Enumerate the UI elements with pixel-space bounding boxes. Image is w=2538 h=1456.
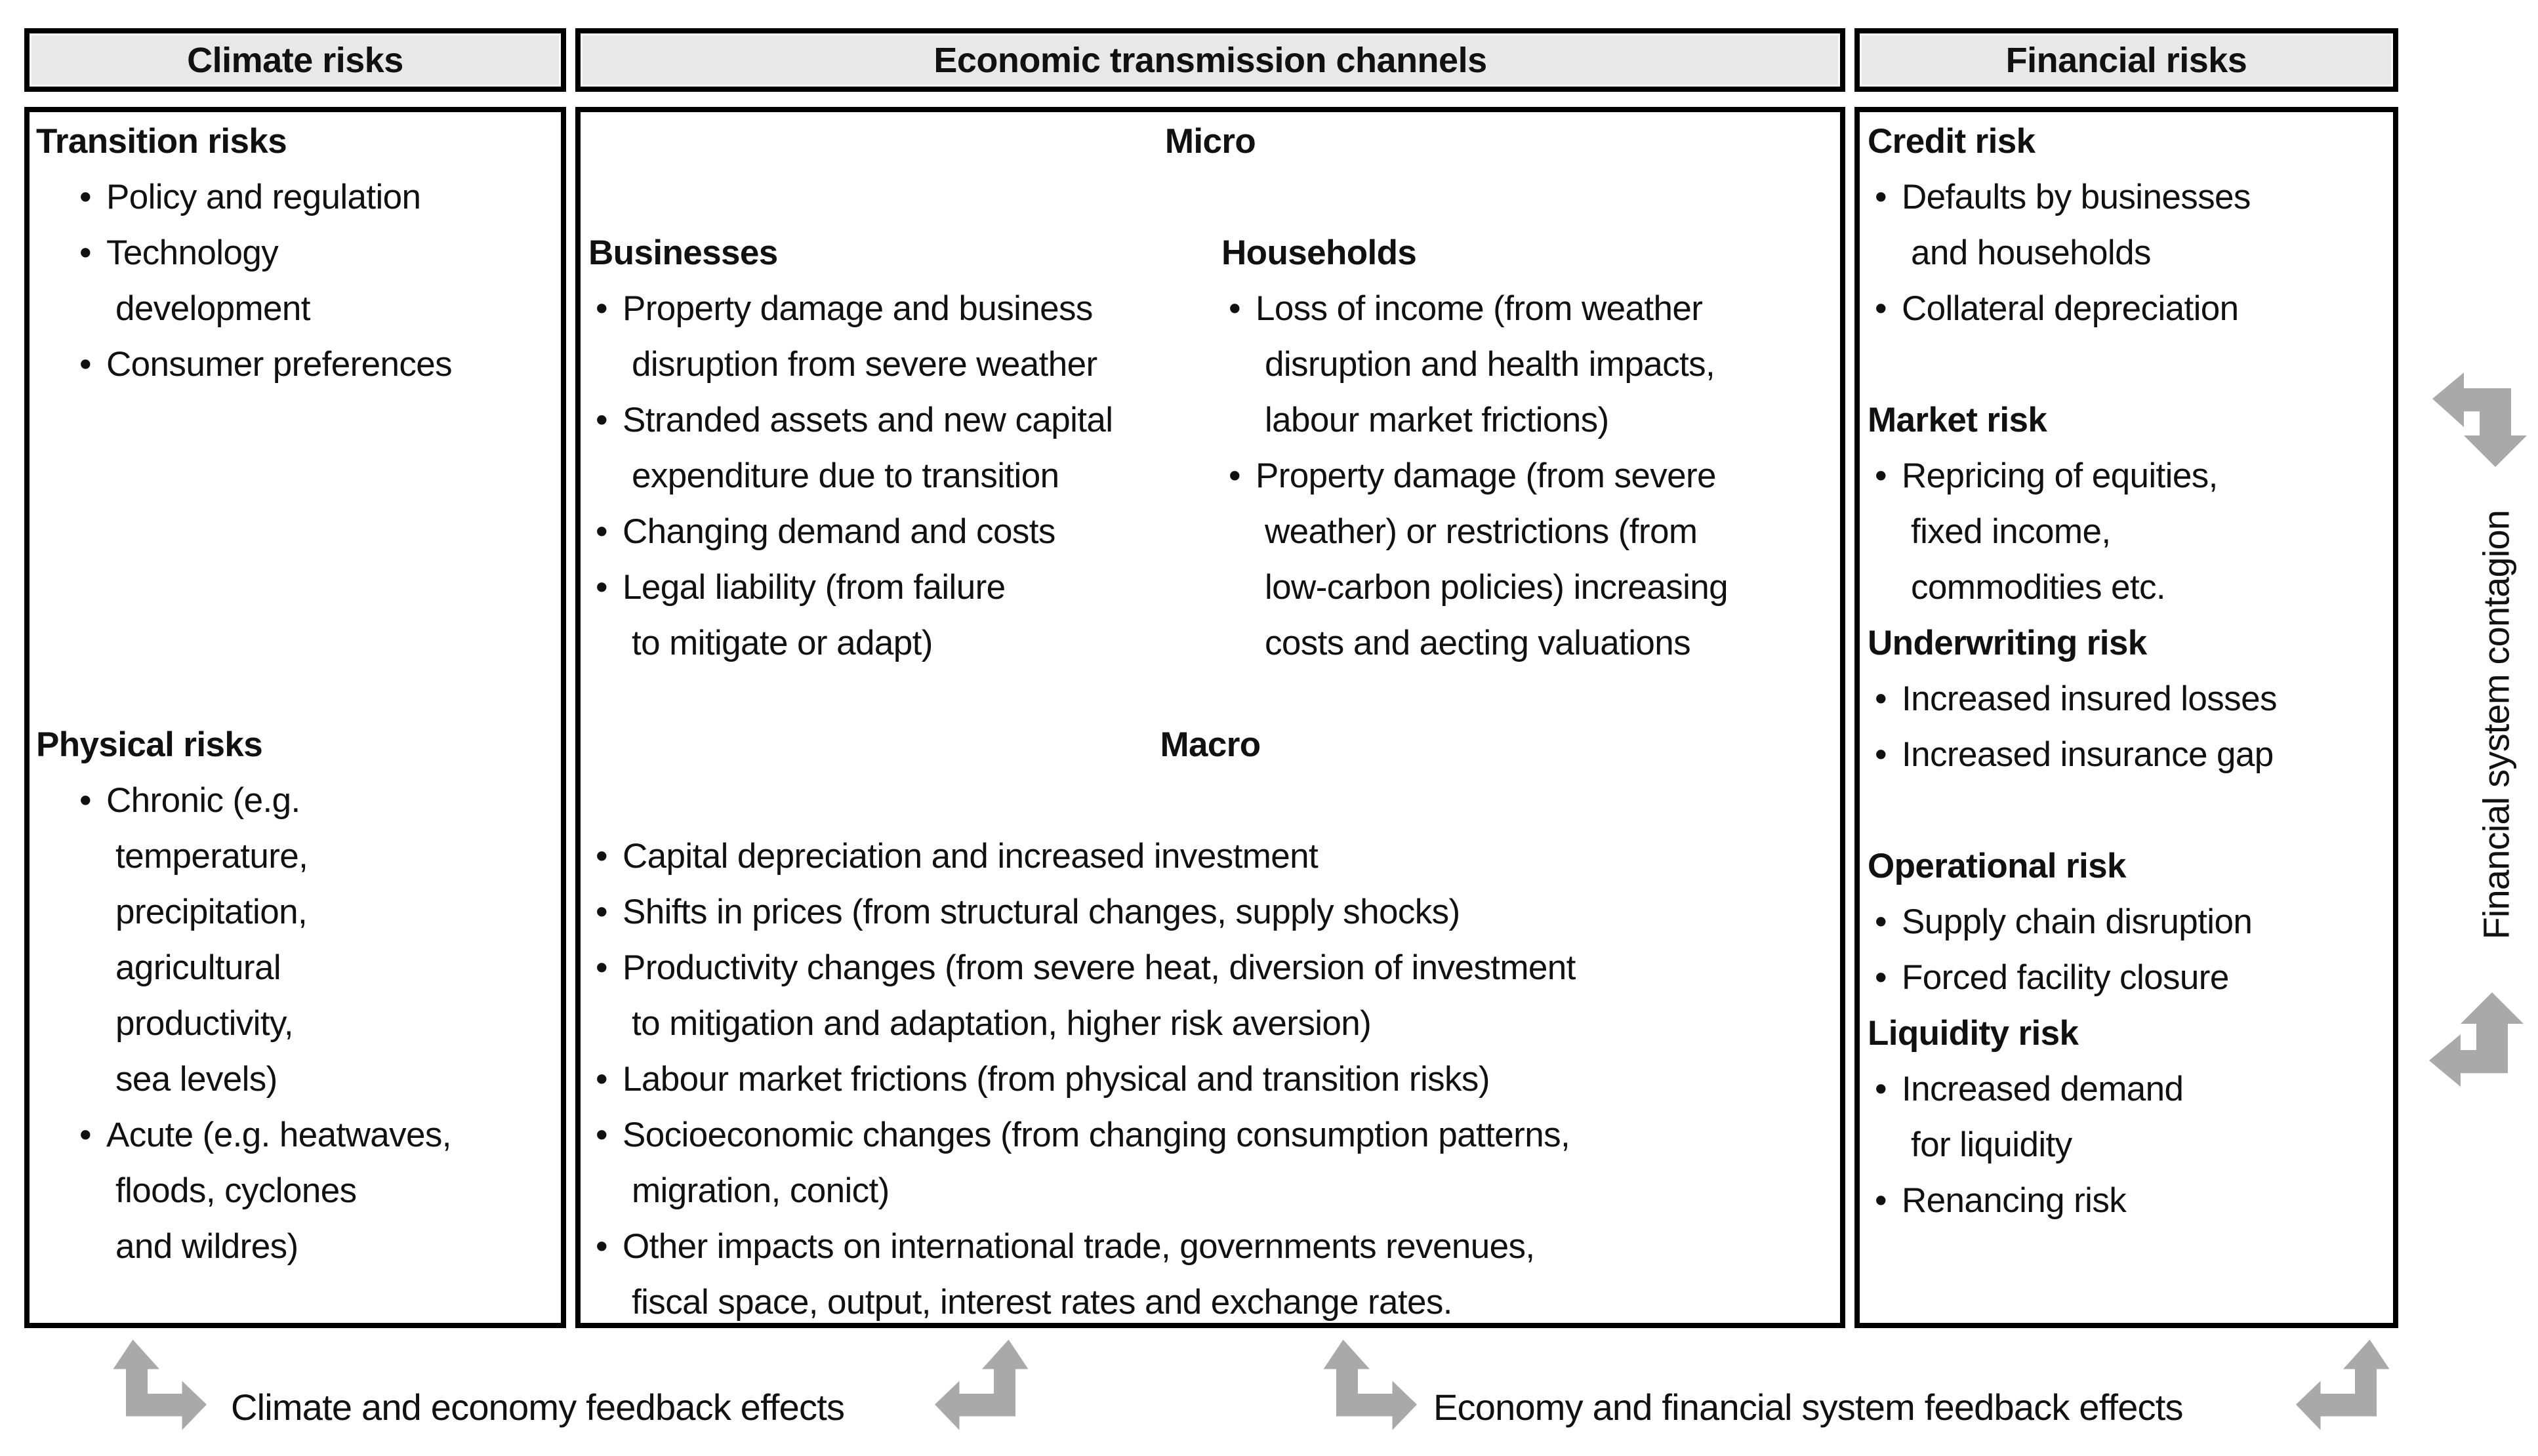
bullet-icon: • [79,178,91,216]
bullet-icon: • [596,948,607,987]
bullet-icon: • [1229,289,1240,328]
financial-risk-group [1868,615,2277,782]
bullet-icon: • [79,233,91,272]
list-item [1868,671,2277,727]
list-item-line: Chronic (e.g. [106,781,300,820]
financial-risk-group-list [1868,671,2277,782]
financial-risk-group [1868,1005,2183,1228]
list-item [588,1051,1576,1107]
list-item-line: to mitigation and adaptation, higher risk aversion) [632,1004,1372,1043]
list-item-line: Other impacts on international trade, governments revenues, [623,1227,1535,1266]
financial-risk-group-list [1868,894,2252,1005]
bullet-icon: • [1875,1181,1887,1220]
financial-risk-group-list [1868,1061,2183,1228]
list-item-line: Legal liability (from failure [623,568,1006,607]
bullet-icon: • [1875,902,1887,941]
list-item-line: sea levels) [115,1060,277,1099]
households-title: Households [1221,233,1417,272]
list-item-line: Loss of income (from weather [1256,289,1703,328]
physical-risks-section [36,717,451,1274]
list-item-line: Supply chain disruption [1902,902,2253,941]
financial-risk-group-list [1868,448,2218,615]
list-item-line: Forced facility closure [1902,958,2229,997]
financial-contagion-label: Financial system contagion [2475,510,2517,940]
list-item-line: Capital depreciation and increased investment [623,837,1319,876]
list-item-line: Technology [106,233,279,272]
macro-list [588,828,1576,1330]
financial-risk-group-title: Credit risk [1868,122,2036,161]
list-item-line: Property damage and business [623,289,1093,328]
list-item-line: Changing demand and costs [623,512,1055,551]
list-item [1868,950,2252,1005]
list-item [1221,448,1728,671]
list-item-line: Repricing of equities, [1902,456,2218,495]
economy-financial-feedback-label: Economy and financial system feedback effects [1433,1386,2183,1428]
list-item [72,336,452,392]
list-item [1868,448,2218,615]
list-item-line: Consumer preferences [106,345,453,384]
businesses-section [588,225,1113,671]
list-item [1868,727,2277,782]
bullet-icon: • [1875,679,1887,718]
list-item-line: to mitigate or adapt) [632,624,933,662]
bullet-icon: • [596,837,607,876]
bullet-icon: • [1875,735,1887,774]
bullet-icon: • [596,1227,607,1266]
businesses-title: Businesses [588,233,778,272]
macro-section [588,828,1576,1330]
list-item-line: disruption and health impacts, [1265,345,1715,384]
financial-risk-group-title: Underwriting risk [1868,624,2147,662]
list-item [1868,169,2251,281]
bullet-icon: • [596,893,607,931]
list-item-line: Renancing risk [1902,1181,2127,1220]
list-item-line: for liquidity [1911,1125,2072,1164]
list-item-line: Shifts in prices (from structural changes, supply shocks) [623,893,1460,931]
bent-arrow-up-right-shape [113,1340,207,1430]
households-section [1221,225,1728,671]
bent-arrow-up-right-shape [1324,1340,1418,1430]
bent-arrow-left-down-shape [2432,373,2527,467]
financial-risk-group [1868,113,2251,336]
list-item [588,1219,1576,1330]
financial-risk-group [1868,838,2252,1005]
bullet-icon: • [596,512,607,551]
physical-risks-title: Physical risks [36,725,263,764]
list-item-line: Acute (e.g. heatwaves, [106,1116,451,1154]
households-list [1221,281,1728,671]
header-climate-risks [24,28,566,92]
climate-economy-feedback-label: Climate and economy feedback effects [231,1386,845,1428]
list-item-line: migration, conict) [632,1171,890,1210]
financial-feedback-arrow-left-icon [1319,1338,1417,1440]
list-item-line: agricultural [115,948,281,987]
list-item [588,1107,1576,1219]
financial-risk-group-title: Operational risk [1868,847,2126,885]
list-item-line: Increased insurance gap [1902,735,2274,774]
list-item-line: fiscal space, output, interest rates and exchange rates. [632,1283,1452,1322]
macro-title: Macro [1160,725,1261,764]
list-item-line: Labour market frictions (from physical and transition risks) [623,1060,1490,1099]
financial-risk-group-title: Market risk [1868,401,2047,439]
list-item [72,169,452,225]
list-item-line: development [115,289,310,328]
financial-risk-group-title: Liquidity risk [1868,1014,2079,1053]
list-item-line: costs and aecting valuations [1265,624,1691,662]
list-item-line: Policy and regulation [106,178,421,216]
header-economic-label: Economic transmission channels [933,40,1487,80]
list-item-line: labour market frictions) [1265,401,1609,439]
list-item-line: precipitation, [115,893,308,931]
bullet-icon: • [596,1116,607,1154]
bullet-icon: • [596,568,607,607]
list-item-line: expenditure due to transition [632,456,1059,495]
bullet-icon: • [1229,456,1240,495]
list-item-line: Increased demand [1902,1070,2184,1108]
list-item-line: Property damage (from severe [1256,456,1716,495]
list-item [72,1107,451,1274]
list-item-line: low-carbon policies) increasing [1265,568,1729,607]
list-item-line: and households [1911,233,2151,272]
bent-arrow-left-up-shape [2429,992,2524,1087]
transition-risks-list [72,169,452,392]
micro-title: Micro [1164,122,1256,161]
list-item [1868,1061,2183,1173]
contagion-arrow-top-icon [2427,367,2532,472]
bullet-icon: • [79,781,91,820]
climate-feedback-arrow-right-icon [935,1338,1033,1440]
transition-risks-section [36,113,452,392]
list-item [1221,281,1728,448]
list-item-line: temperature, [115,837,308,876]
list-item [588,281,1113,392]
list-item-line: Defaults by businesses [1902,178,2251,216]
header-climate-risks-label: Climate risks [187,40,403,80]
climate-feedback-arrow-left-icon [108,1338,207,1440]
bullet-icon: • [1875,958,1887,997]
bent-arrow-up-left-shape [935,1340,1029,1430]
bullet-icon: • [596,289,607,328]
list-item [1868,281,2251,336]
list-item-line: Socioeconomic changes (from changing consumption patterns, [623,1116,1570,1154]
list-item-line: floods, cyclones [115,1171,357,1210]
list-item [1868,1173,2183,1228]
list-item [588,559,1113,671]
header-economic-transmission-channels [575,28,1845,92]
bullet-icon: • [1875,1070,1887,1108]
bullet-icon: • [79,345,91,384]
contagion-arrow-bottom-icon [2424,987,2529,1092]
list-item-line: Productivity changes (from severe heat, diversion of investment [623,948,1576,987]
list-item [588,884,1576,940]
list-item-line: Increased insured losses [1902,679,2277,718]
header-financial-label: Financial risks [2005,40,2247,80]
list-item-line: and wildres) [115,1227,298,1266]
bent-arrow-up-left-shape [2296,1340,2390,1430]
header-financial-risks [1854,28,2398,92]
list-item [588,504,1113,559]
list-item [588,828,1576,884]
list-item-line: weather) or restrictions (from [1265,512,1698,551]
financial-risk-group-list [1868,169,2251,336]
businesses-list [588,281,1113,671]
list-item [1868,894,2252,950]
financial-feedback-arrow-right-icon [2296,1338,2394,1440]
bullet-icon: • [596,401,607,439]
list-item-line: Collateral depreciation [1902,289,2239,328]
list-item-line: disruption from severe weather [632,345,1097,384]
list-item [588,392,1113,504]
list-item [72,773,451,1107]
physical-risks-list [72,773,451,1274]
list-item-line: productivity, [115,1004,294,1043]
list-item [72,225,452,336]
bullet-icon: • [1875,456,1887,495]
list-item [588,940,1576,1051]
list-item-line: commodities etc. [1911,568,2166,607]
list-item-line: Stranded assets and new capital [623,401,1113,439]
bullet-icon: • [596,1060,607,1099]
transition-risks-title: Transition risks [36,122,287,161]
bullet-icon: • [1875,289,1887,328]
bullet-icon: • [1875,178,1887,216]
list-item-line: fixed income, [1911,512,2111,551]
financial-risk-group [1868,392,2218,615]
bullet-icon: • [79,1116,91,1154]
